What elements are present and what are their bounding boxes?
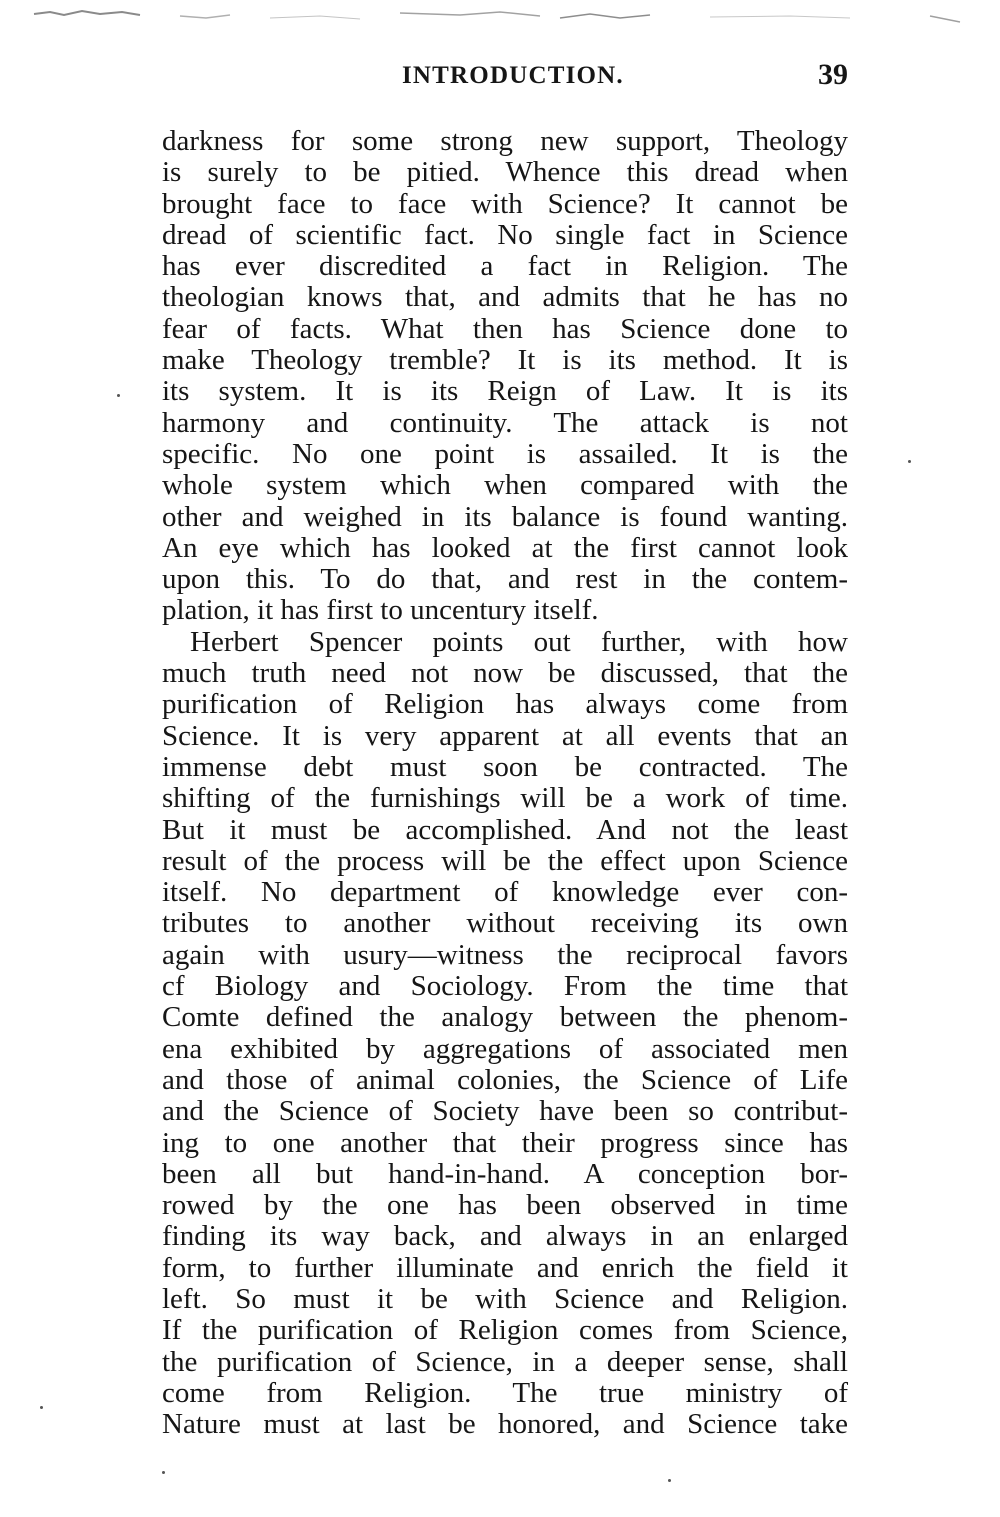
scan-speck	[908, 460, 911, 463]
text-line: If the purification of Religion comes from Science,	[162, 1314, 848, 1347]
paragraph-end-line: plation, it has first to uncentury itself.	[162, 594, 599, 627]
text-line: come from Religion. The true ministry of	[162, 1376, 848, 1409]
text-line: much truth need not now be discussed, that the	[162, 657, 848, 690]
text-line: theologian knows that, and admits that he has no	[162, 281, 848, 314]
text-line: the purification of Science, in a deeper sense, shall	[162, 1345, 848, 1378]
text-line: form, to further illuminate and enrich the field it	[162, 1251, 848, 1284]
text-line: upon this. To do that, and rest in the contem-	[162, 563, 848, 596]
text-line: result of the process will be the effect upon Science	[162, 844, 848, 877]
text-line: ena exhibited by aggregations of associated men	[162, 1032, 848, 1065]
text-line: finding its way back, and always in an enlarged	[162, 1220, 848, 1253]
text-line: again with usury—witness the reciprocal favors	[162, 938, 848, 971]
text-line: other and weighed in its balance is found wanting.	[162, 500, 848, 533]
scan-speck	[668, 1479, 671, 1482]
text-line: Nature must at last be honored, and Science take	[162, 1408, 848, 1441]
text-line: itself. No department of knowledge ever con-	[162, 876, 848, 909]
text-line: and the Science of Society have been so contribut-	[162, 1095, 848, 1128]
text-line: fear of facts. What then has Science done to	[162, 312, 848, 345]
text-line: whole system which when compared with the	[162, 469, 848, 502]
text-line: has ever discredited a fact in Religion. The	[162, 250, 848, 283]
scan-speck	[162, 1471, 165, 1474]
text-line: left. So must it be with Science and Religion.	[162, 1282, 848, 1315]
text-line: its system. It is its Reign of Law. It is its	[162, 375, 848, 408]
text-line: harmony and continuity. The attack is not	[162, 406, 848, 439]
text-line: darkness for some strong new support, Theology	[162, 125, 848, 157]
paragraph-start-line: Herbert Spencer points out further, with how	[190, 625, 848, 658]
text-line: cf Biology and Sociology. From the time that	[162, 970, 848, 1003]
text-line: purification of Religion has always come from	[162, 688, 848, 721]
body-text	[162, 126, 848, 1440]
text-line: An eye which has looked at the first cannot look	[162, 531, 848, 564]
text-line: But it must be accomplished. And not the least	[162, 813, 848, 846]
text-line: make Theology tremble? It is its method. It is	[162, 344, 848, 377]
page-header	[162, 58, 848, 94]
page-number: 39	[818, 58, 848, 91]
text-line: shifting of the furnishings will be a work of time.	[162, 782, 848, 815]
text-line: dread of scientific fact. No single fact in Science	[162, 218, 848, 251]
text-line: immense debt must soon be contracted. The	[162, 750, 848, 783]
text-line: specific. No one point is assailed. It is the	[162, 437, 848, 470]
text-line: is surely to be pitied. Whence this dread when	[162, 156, 848, 189]
scan-speck	[40, 1406, 43, 1409]
text-line: and those of animal colonies, the Science of Life	[162, 1063, 848, 1096]
text-line: ing to one another that their progress since has	[162, 1126, 848, 1159]
scan-speck	[117, 394, 120, 397]
text-line: rowed by the one has been observed in time	[162, 1189, 848, 1222]
text-line: Comte defined the analogy between the phenom-	[162, 1001, 848, 1034]
text-line: brought face to face with Science? It cannot be	[162, 187, 848, 220]
text-line: been all but hand-in-hand. A conception bor-	[162, 1157, 848, 1190]
running-head: INTRODUCTION.	[402, 62, 624, 89]
text-line: tributes to another without receiving its own	[162, 907, 848, 940]
scan-artifact-top-edge	[30, 6, 970, 28]
text-line: Science. It is very apparent at all events that an	[162, 719, 848, 752]
